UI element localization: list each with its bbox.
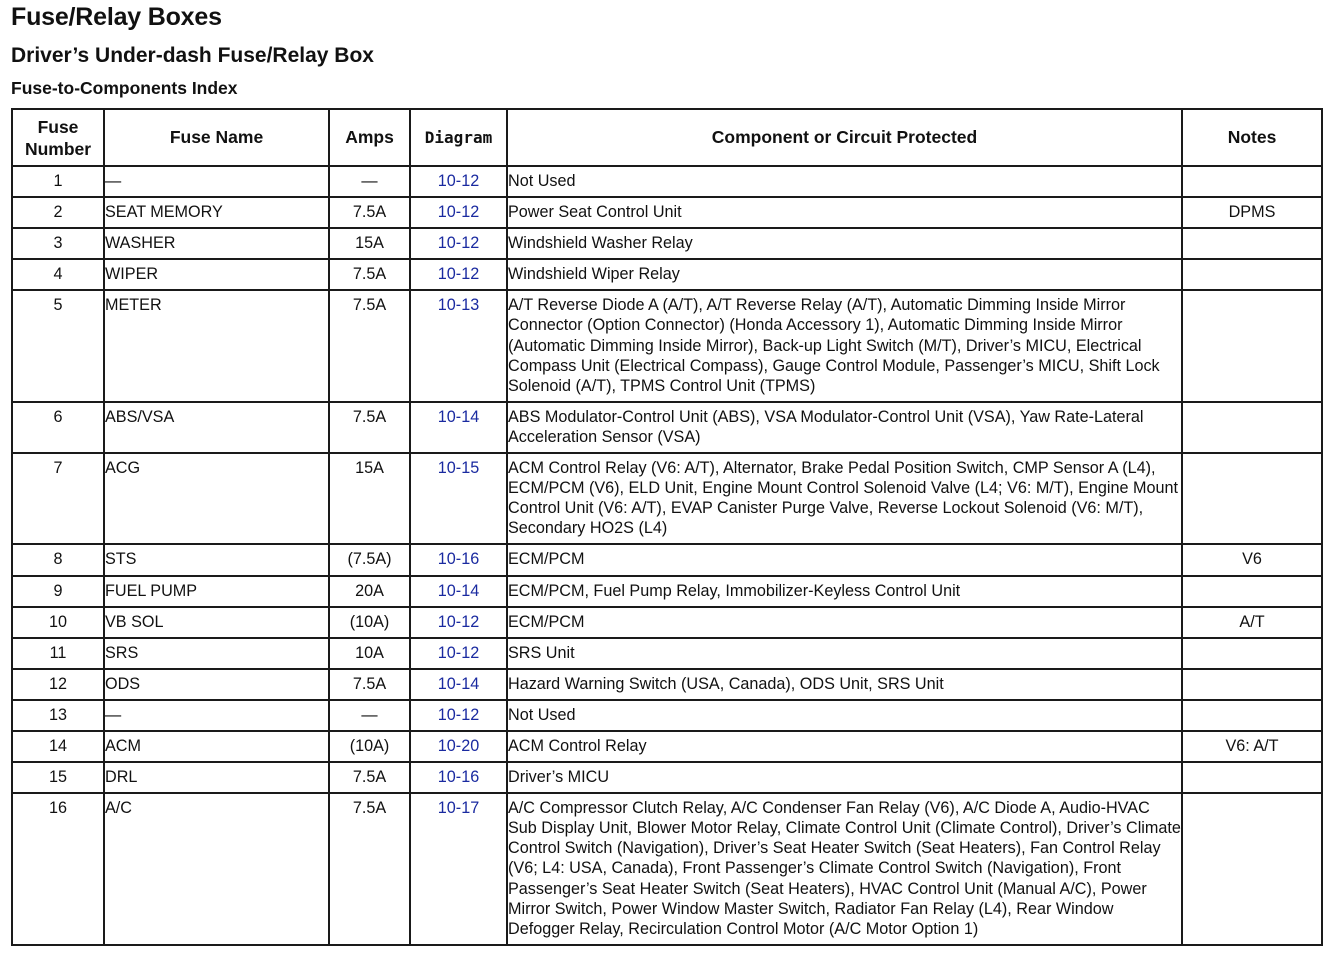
diagram-link[interactable]: 10-14: [410, 402, 507, 453]
notes-cell: [1182, 669, 1322, 700]
fuse-name-cell: METER: [104, 290, 329, 401]
fuse-name-cell: ABS/VSA: [104, 402, 329, 453]
amps-cell: 15A: [329, 228, 410, 259]
component-cell: ACM Control Relay: [507, 731, 1182, 762]
amps-cell: 10A: [329, 638, 410, 669]
table-row: [12, 576, 1322, 607]
component-cell: Windshield Wiper Relay: [507, 259, 1182, 290]
fuse-number-cell: 11: [12, 638, 104, 669]
diagram-link[interactable]: 10-12: [410, 259, 507, 290]
table-row: [12, 402, 1322, 453]
diagram-link[interactable]: 10-12: [410, 638, 507, 669]
table-header-row: [12, 109, 1322, 166]
table-row: [12, 638, 1322, 669]
notes-cell: [1182, 793, 1322, 945]
table-row: [12, 290, 1322, 401]
amps-cell: —: [329, 166, 410, 197]
amps-cell: (10A): [329, 607, 410, 638]
component-cell: SRS Unit: [507, 638, 1182, 669]
amps-cell: 7.5A: [329, 197, 410, 228]
table-row: [12, 259, 1322, 290]
component-cell: A/C Compressor Clutch Relay, A/C Condenser Fan Relay (V6), A/C Diode A, Audio-HVAC Sub Display Unit, Blower Motor Relay, Climate Control Unit (Climate Control), Driver’s Climate Control Switch (Navigation), Driver’s Seat Heater Switch (Seat Heaters), Fan Control Relay (V6; L4: USA, Canada), Front Passenger’s Climate Control Switch (Navigation), Front Passenger’s Seat Heater Switch (Seat Heaters), HVAC Control Unit (Manual A/C), Power Mirror Switch, Power Window Master Switch, Radiator Fan Relay (L4), Rear Window Defogger Relay, Recirculation Control Motor (A/C Motor Option 1): [507, 793, 1182, 945]
component-cell: Not Used: [507, 700, 1182, 731]
diagram-link[interactable]: 10-20: [410, 731, 507, 762]
amps-cell: (10A): [329, 731, 410, 762]
component-cell: ECM/PCM: [507, 607, 1182, 638]
table-row: [12, 453, 1322, 544]
table-row: [12, 228, 1322, 259]
index-title: Fuse-to-Components Index: [11, 78, 238, 98]
diagram-link[interactable]: 10-14: [410, 669, 507, 700]
fuse-number-cell: 8: [12, 544, 104, 575]
header-component: Component or Circuit Protected: [507, 109, 1182, 166]
component-cell: Driver’s MICU: [507, 762, 1182, 793]
notes-cell: [1182, 290, 1322, 401]
fuse-number-cell: 10: [12, 607, 104, 638]
diagram-link[interactable]: 10-12: [410, 607, 507, 638]
amps-cell: 20A: [329, 576, 410, 607]
component-cell: ECM/PCM: [507, 544, 1182, 575]
table-row: [12, 607, 1322, 638]
notes-cell: [1182, 638, 1322, 669]
table-row: [12, 166, 1322, 197]
notes-cell: V6: A/T: [1182, 731, 1322, 762]
table-row: [12, 762, 1322, 793]
header-fuse-name: Fuse Name: [104, 109, 329, 166]
fuse-table-body: [12, 166, 1322, 945]
fuse-name-cell: DRL: [104, 762, 329, 793]
fuse-name-cell: ODS: [104, 669, 329, 700]
component-cell: Power Seat Control Unit: [507, 197, 1182, 228]
header-diagram: Diagram: [410, 109, 507, 166]
notes-cell: [1182, 259, 1322, 290]
diagram-link[interactable]: 10-15: [410, 453, 507, 544]
notes-cell: [1182, 453, 1322, 544]
table-row: [12, 793, 1322, 945]
fuse-number-cell: 13: [12, 700, 104, 731]
diagram-link[interactable]: 10-12: [410, 700, 507, 731]
fuse-number-cell: 6: [12, 402, 104, 453]
fuse-index-table: [11, 108, 1323, 946]
fuse-number-cell: 1: [12, 166, 104, 197]
amps-cell: 7.5A: [329, 793, 410, 945]
fuse-number-cell: 12: [12, 669, 104, 700]
notes-cell: [1182, 402, 1322, 453]
component-cell: ABS Modulator-Control Unit (ABS), VSA Modulator-Control Unit (VSA), Yaw Rate-Lateral Acceleration Sensor (VSA): [507, 402, 1182, 453]
diagram-link[interactable]: 10-12: [410, 166, 507, 197]
fuse-name-cell: SEAT MEMORY: [104, 197, 329, 228]
fuse-number-cell: 14: [12, 731, 104, 762]
fuse-number-cell: 5: [12, 290, 104, 401]
component-cell: Hazard Warning Switch (USA, Canada), ODS Unit, SRS Unit: [507, 669, 1182, 700]
fuse-number-cell: 16: [12, 793, 104, 945]
table-row: [12, 669, 1322, 700]
diagram-link[interactable]: 10-14: [410, 576, 507, 607]
fuse-name-cell: FUEL PUMP: [104, 576, 329, 607]
header-fuse-number: Fuse Number: [12, 109, 104, 166]
fuse-name-cell: SRS: [104, 638, 329, 669]
fuse-name-cell: A/C: [104, 793, 329, 945]
fuse-name-cell: —: [104, 166, 329, 197]
fuse-number-cell: 2: [12, 197, 104, 228]
amps-cell: —: [329, 700, 410, 731]
amps-cell: 7.5A: [329, 259, 410, 290]
fuse-name-cell: ACM: [104, 731, 329, 762]
amps-cell: 15A: [329, 453, 410, 544]
notes-cell: DPMS: [1182, 197, 1322, 228]
page-title: Fuse/Relay Boxes: [11, 3, 222, 31]
component-cell: Not Used: [507, 166, 1182, 197]
component-cell: ACM Control Relay (V6: A/T), Alternator, Brake Pedal Position Switch, CMP Sensor A (L4), ECM/PCM (V6), ELD Unit, Engine Mount Control Solenoid Valve (L4; V6: M/T), Engine Mount Control Unit (V6: A/T), EVAP Canister Purge Valve, Reverse Lockout Solenoid (V6: M/T), Secondary HO2S (L4): [507, 453, 1182, 544]
header-amps: Amps: [329, 109, 410, 166]
fuse-number-cell: 7: [12, 453, 104, 544]
fuse-name-cell: WIPER: [104, 259, 329, 290]
fuse-name-cell: WASHER: [104, 228, 329, 259]
notes-cell: [1182, 228, 1322, 259]
amps-cell: 7.5A: [329, 402, 410, 453]
diagram-link[interactable]: 10-16: [410, 544, 507, 575]
notes-cell: [1182, 700, 1322, 731]
notes-cell: A/T: [1182, 607, 1322, 638]
diagram-link[interactable]: 10-13: [410, 290, 507, 401]
notes-cell: [1182, 166, 1322, 197]
fuse-number-cell: 3: [12, 228, 104, 259]
component-cell: ECM/PCM, Fuel Pump Relay, Immobilizer-Keyless Control Unit: [507, 576, 1182, 607]
section-title: Driver’s Under-dash Fuse/Relay Box: [11, 44, 374, 67]
amps-cell: 7.5A: [329, 762, 410, 793]
component-cell: A/T Reverse Diode A (A/T), A/T Reverse Relay (A/T), Automatic Dimming Inside Mirror Connector (Option Connector) (Honda Accessory 1), Automatic Dimming Inside Mirror (Automatic Dimming Inside Mirror), Back-up Light Switch (M/T), Driver’s MICU, Electrical Compass Unit (Electrical Compass), Gauge Control Module, Passenger’s MICU, Shift Lock Solenoid (A/T), TPMS Control Unit (TPMS): [507, 290, 1182, 401]
fuse-name-cell: ACG: [104, 453, 329, 544]
amps-cell: 7.5A: [329, 290, 410, 401]
fuse-number-cell: 9: [12, 576, 104, 607]
notes-cell: [1182, 576, 1322, 607]
notes-cell: [1182, 762, 1322, 793]
diagram-link[interactable]: 10-12: [410, 228, 507, 259]
amps-cell: (7.5A): [329, 544, 410, 575]
notes-cell: V6: [1182, 544, 1322, 575]
fuse-name-cell: STS: [104, 544, 329, 575]
component-cell: Windshield Washer Relay: [507, 228, 1182, 259]
amps-cell: 7.5A: [329, 669, 410, 700]
fuse-name-cell: —: [104, 700, 329, 731]
diagram-link[interactable]: 10-12: [410, 197, 507, 228]
table-row: [12, 544, 1322, 575]
table-row: [12, 731, 1322, 762]
table-row: [12, 197, 1322, 228]
fuse-number-cell: 15: [12, 762, 104, 793]
table-row: [12, 700, 1322, 731]
fuse-number-cell: 4: [12, 259, 104, 290]
diagram-link[interactable]: 10-17: [410, 793, 507, 945]
fuse-name-cell: VB SOL: [104, 607, 329, 638]
diagram-link[interactable]: 10-16: [410, 762, 507, 793]
header-notes: Notes: [1182, 109, 1322, 166]
